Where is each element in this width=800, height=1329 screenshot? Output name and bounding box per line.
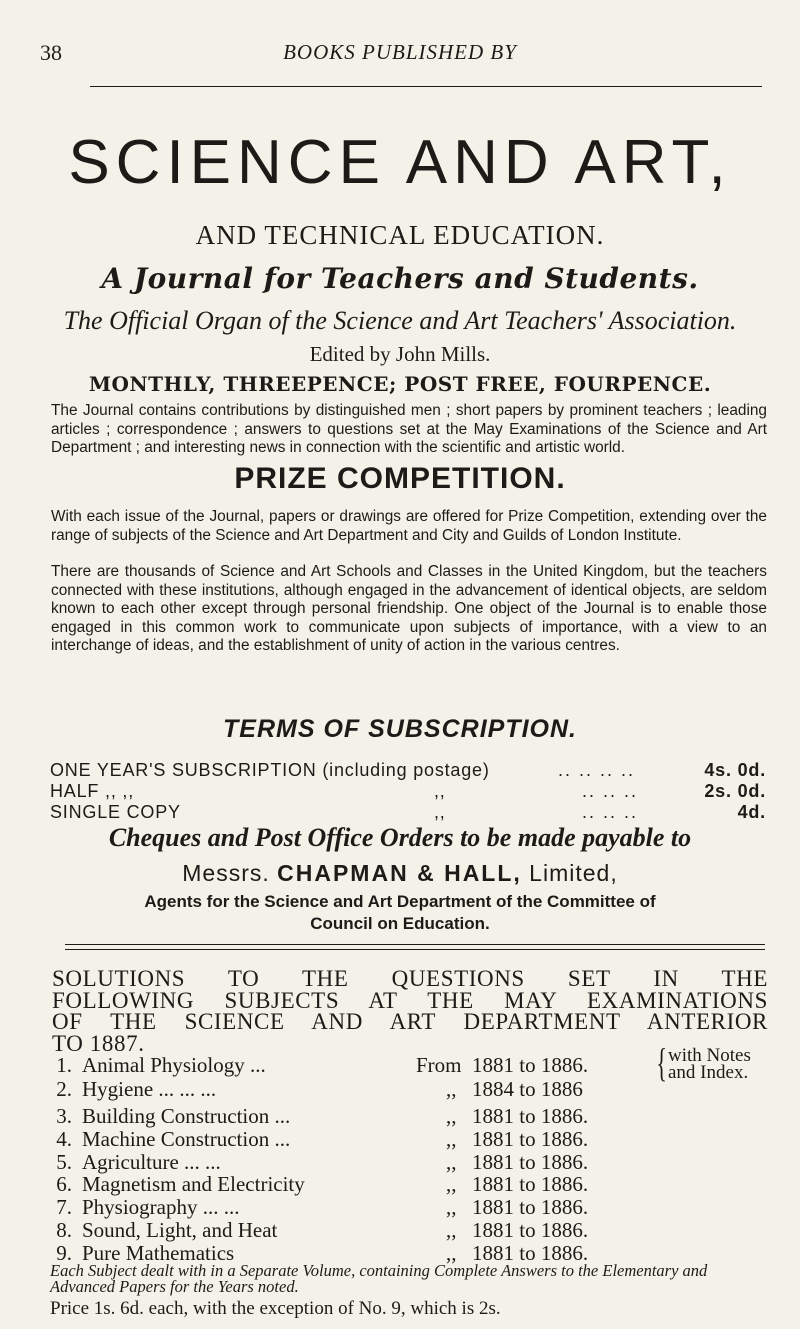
subject-from: ,, bbox=[446, 1172, 457, 1196]
subject-name: Sound, Light, and Heat bbox=[82, 1218, 278, 1242]
hygiene-note bbox=[668, 1047, 751, 1081]
agents-line-1: Agents for the Science and Art Department of the Committee of bbox=[144, 892, 656, 911]
subject-name: Building Construction ... bbox=[82, 1104, 291, 1128]
leader-dots: .. .. .. .. bbox=[558, 760, 636, 780]
subject-row bbox=[50, 1150, 766, 1174]
journal-subtitle: AND TECHNICAL EDUCATION. bbox=[195, 220, 605, 250]
subscription-row bbox=[50, 760, 766, 782]
subject-row bbox=[50, 1218, 766, 1242]
subject-number: 6. bbox=[56, 1172, 72, 1196]
journal-tagline: A Journal for Teachers and Students. bbox=[101, 262, 699, 295]
subscription-price: 2s. 0d. bbox=[704, 781, 766, 801]
subject-from: ,, bbox=[446, 1218, 457, 1242]
agents-line-2: Council on Education. bbox=[310, 914, 490, 933]
messrs-suffix: Limited, bbox=[521, 860, 618, 886]
subject-years: 1881 to 1886. bbox=[472, 1241, 589, 1265]
subscription-row bbox=[50, 781, 766, 803]
subject-name: Physiography ... ... bbox=[82, 1195, 240, 1219]
subject-years: 1881 to 1886. bbox=[472, 1104, 589, 1128]
subject-from: ,, bbox=[446, 1150, 457, 1174]
publisher-firm: CHAPMAN & HALL, bbox=[277, 860, 522, 886]
subject-years: 1881 to 1886. bbox=[472, 1218, 589, 1242]
subject-row bbox=[50, 1195, 766, 1219]
subject-years: 1881 to 1886. bbox=[472, 1172, 589, 1196]
prize-paragraph-2: There are thousands of Science and Art Schools and Classes in the United Kingdom, but the teachers connected with these institutions, although engaged in the advancement of identical objects, are seldom known to each other except through personal friendship. One object of the Journal is to enable those engaged in this common work to communicate upon subjects of importance, with a view to an interchange of ideas, and the establishment of unity of action in the various centres. bbox=[51, 563, 767, 654]
subject-name: Animal Physiology ... bbox=[82, 1053, 266, 1077]
journal-description: The Journal contains contributions by distinguished men ; short papers by prominent teachers ; leading articles ; correspondence ; answers to questions set at the May Examinations of the Science and Art Department ; and interesting news in connection with the scientific and artistic world. bbox=[51, 402, 767, 456]
journal-organ: The Official Organ of the Science and Art Teachers' Association. bbox=[63, 306, 737, 335]
subject-years: 1884 to 1886 bbox=[472, 1077, 583, 1101]
subject-from: ,, bbox=[446, 1241, 457, 1265]
journal-editor: Edited by John Mills. bbox=[309, 342, 491, 366]
messrs-prefix: Messrs. bbox=[182, 860, 278, 886]
subject-number: 2. bbox=[56, 1077, 72, 1101]
subscription-price: 4d. bbox=[737, 802, 766, 822]
solutions-heading-line: OF THE SCIENCE AND ART DEPARTMENT ANTERIOR bbox=[52, 1009, 768, 1034]
subject-number: 9. bbox=[56, 1241, 72, 1265]
subject-row bbox=[50, 1172, 766, 1196]
price-note: Price 1s. 6d. each, with the exception of No. 9, which is 2s. bbox=[50, 1298, 501, 1319]
top-rule bbox=[90, 86, 762, 87]
subject-from: ,, bbox=[446, 1195, 457, 1219]
subject-name: Hygiene ... ... ... bbox=[82, 1077, 217, 1101]
running-head bbox=[0, 34, 800, 64]
solutions-heading-line: TO 1887. bbox=[52, 1030, 145, 1056]
section-double-rule bbox=[65, 944, 765, 950]
journal-title: SCIENCE AND ART, bbox=[68, 128, 732, 197]
hygiene-note-line: and Index. bbox=[668, 1062, 749, 1083]
subject-number: 1. bbox=[56, 1053, 72, 1077]
solutions-heading-line: FOLLOWING SUBJECTS AT THE MAY EXAMINATIONS bbox=[52, 987, 768, 1013]
subject-from: ,, bbox=[446, 1104, 457, 1128]
subject-number: 4. bbox=[56, 1127, 72, 1151]
subject-number: 5. bbox=[56, 1150, 72, 1174]
subject-from: ,, bbox=[446, 1127, 457, 1151]
subject-name: Agriculture ... ... bbox=[82, 1150, 221, 1174]
journal-pricing: MONTHLY, THREEPENCE; POST FREE, FOURPENCE. bbox=[88, 372, 712, 396]
ditto-mark: ,, bbox=[434, 781, 446, 801]
each-subject-note: Each Subject dealt with in a Separate Volume, containing Complete Answers to the Elementary and Advanced Papers for the Years noted. bbox=[50, 1261, 708, 1296]
running-title: BOOKS PUBLISHED BY bbox=[283, 40, 517, 64]
hygiene-note-line: with Notes bbox=[668, 1045, 751, 1066]
subject-years: 1881 to 1886. bbox=[472, 1053, 589, 1077]
subscription-row bbox=[50, 802, 766, 824]
prize-paragraph-1: With each issue of the Journal, papers or drawings are offered for Prize Competition, extending over the range of subjects of the Science and Art Department and City and Guilds of London Institute. bbox=[51, 508, 767, 544]
cheques-note: Cheques and Post Office Orders to be made payable to bbox=[108, 823, 692, 852]
subject-name: Machine Construction ... bbox=[82, 1127, 291, 1151]
leader-dots: .. .. .. bbox=[582, 802, 639, 822]
subject-from: From bbox=[416, 1053, 462, 1077]
page-number: 38 bbox=[40, 40, 62, 65]
subject-from: ,, bbox=[446, 1077, 457, 1101]
subject-years: 1881 to 1886. bbox=[472, 1195, 589, 1219]
subject-number: 8. bbox=[56, 1218, 72, 1242]
solutions-heading-line: SOLUTIONS TO THE QUESTIONS SET IN THE bbox=[52, 966, 768, 991]
subscription-label: ONE YEAR'S SUBSCRIPTION (including postage) bbox=[50, 760, 490, 780]
subject-number: 7. bbox=[56, 1195, 72, 1219]
ditto-mark: ,, bbox=[434, 802, 446, 822]
terms-heading: TERMS OF SUBSCRIPTION. bbox=[223, 715, 577, 743]
subject-row bbox=[50, 1127, 766, 1151]
subject-number: 3. bbox=[56, 1104, 72, 1128]
subscription-price: 4s. 0d. bbox=[704, 760, 766, 780]
brace-glyph: { bbox=[656, 1040, 667, 1085]
subject-name: Pure Mathematics bbox=[82, 1241, 235, 1265]
leader-dots: .. .. .. bbox=[582, 781, 639, 801]
subject-name: Magnetism and Electricity bbox=[82, 1172, 305, 1196]
subject-row bbox=[50, 1104, 766, 1128]
prize-heading: PRIZE COMPETITION. bbox=[234, 462, 566, 495]
subscription-label: HALF ,, ,, bbox=[50, 781, 135, 801]
messrs-line bbox=[0, 860, 800, 887]
subject-years: 1881 to 1886. bbox=[472, 1150, 589, 1174]
subscription-label: SINGLE COPY bbox=[50, 802, 181, 822]
subject-years: 1881 to 1886. bbox=[472, 1127, 589, 1151]
